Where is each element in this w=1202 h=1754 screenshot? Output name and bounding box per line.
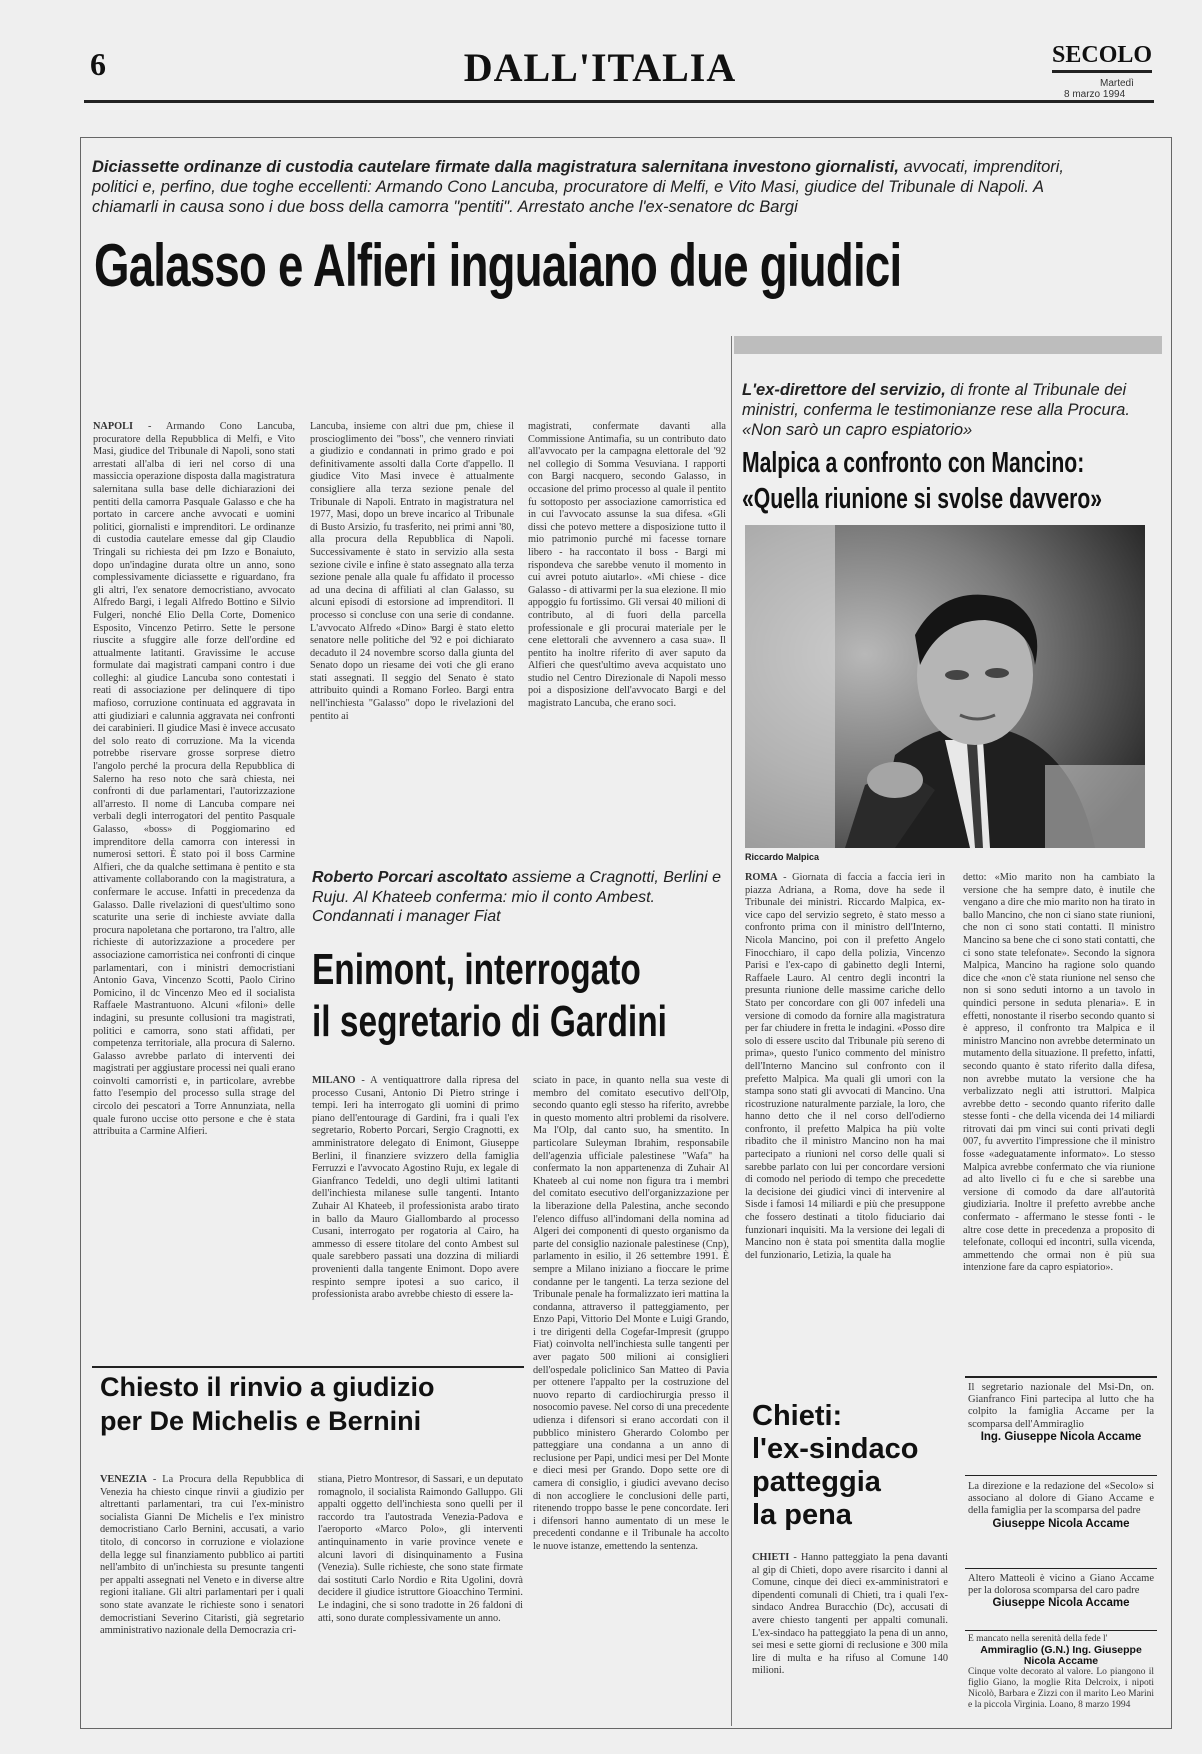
malpica-dateline: ROMA [745, 872, 778, 883]
main-col-3 [528, 421, 726, 827]
notice-4-tail: Cinque volte decorato al valore. Lo piangono il figlio Giano, la moglie Rita Delcroix, i nipoti Nicolò, Barbara e Zizzi con il marito Leo Marini e la piccola Virginia. Loano, 8 marzo 1994 [968, 1667, 1154, 1710]
demichelis-col-2 [318, 1474, 523, 1714]
chieti-headline-1: Chieti: [752, 1400, 843, 1432]
notice-3 [968, 1573, 1154, 1610]
demichelis-col-1 [100, 1474, 304, 1714]
logo-underline [1052, 70, 1152, 73]
page-number: 6 [90, 46, 106, 82]
main-col-1 [93, 421, 295, 1357]
enimont-col-1-text: - A ventiquattrore dalla ripresa del processo Cusani, Antonio Di Pietro stringe i tempi. Ieri ha interrogato gli uomini di primo piano dell'entourage di Gardini, fra i quali l'ex segretario, Roberto Porcari, Sergio Cragnotti, ex amministratore delegato di Enimont, Giuseppe Berlini, il finanziere svizzero della famiglia Ferruzzi e l'avvocato Agostino Ruju, ex legale di Gianfranco Tedeldi, uno degli ultimi latitanti dell'inchiesta milanese sulle tangenti. Intanto Zuhair Al Khateeb, il professionista arabo tirato in ballo da Mauro Giallombardo al processo Cusani, interrogato per rogatoria al Cairo, ha ammesso di essere titolare del conto Ambest sul quale sarebbero passati una dozzina di miliardi provenienti dalla tangente Enimont. Dopo avere respinto sempre ipotesi a suo carico, il professionista arabo avrebbe chiesto di essere la- [312, 1075, 519, 1301]
chieti-headline [752, 1400, 918, 1532]
main-col-3-text: magistrati, confermate davanti alla Commissione Antimafia, su un contributo dato all'avvocato per la campagna elettorale del '92 nel collegio di Somma Vesuviana. I rapporti con Bargi nacquero, secondo Galasso, in occasione del primo processo al quale il pentito fu sottoposto per associazione camorristica ed in cui l'avvocato assunse la sua difesa. «Gli dissi che potevo mettere a disposizione tutto il mio patrimonio purché mi facesse tornare libero - ha raccontato il boss - Bargi mi rispondeva che sarebbe venuto il momento in cui avrei potuto aiutarlo». «Mi chiese - dice Galasso - di attivarmi per la sua elezione. Il mio appoggio fu fortissimo. Gli versai 40 milioni di contributo, al di fuori della parcella professionale e gli procurai materiale per le cene elettorali che avvennero a casa sua». Il pentito ha inoltre riferito di aver saputo da Alfieri che quest'ultimo aveva acquistato uno studio nel Centro Direzionale di Napoli messo poi a disposizione dell'avvocato Bargi e del magistrato Lancuba, che erano soci. [528, 421, 726, 710]
malpica-col-2 [963, 872, 1155, 1372]
main-col-2-text: Lancuba, insieme con altri due pm, chiese il proscioglimento dei "boss", che vennero rinviati a giudizio e condannati in primo grado e poi definitivamente assolti dalla Corte d'appello. Il giudice Vito Masi invece è attualmente consigliere alla terza sezione penale del Tribunale di Napoli. Entrato in magistratura nel 1977, Masi, dopo un breve incarico al Tribunale di Busto Arsizio, fu trasferito, nei primi anni '80, alla procura della Repubblica di Napoli. Successivamente è stato in servizio alla sesta sezione civile e infine è stato assegnato alla terza sezione penale alla quale fu affidato il processo ad una decina di affiliati al clan Galasso, su alcuni episodi di estorsione ad imprenditori. Il processo si concluse con una serie di condanne. L'avvocato Alfredo «Dino» Bargi è stato eletto senatore nelle politiche del '92 e poi dichiarato decaduto il 24 novembre scorso dalla giunta del Senato dopo un riesame dei voti che gli erano stati assegnati. Il seggio del Senato è stato attribuito quindi a Romano Forleo. Bargi entra nell'inchiesta "Galasso" dopo le rivelazioni del pentito ai [310, 421, 514, 722]
chieti-dateline: CHIETI [752, 1552, 790, 1563]
section-title: DALL'ITALIA [463, 45, 737, 90]
malpica-col-1 [745, 872, 945, 1442]
portrait-image [745, 525, 1145, 848]
main-dateline: NAPOLI [93, 421, 134, 432]
notice-1 [968, 1382, 1154, 1443]
notice-divider-3 [965, 1630, 1157, 1631]
notice-3-body: Altero Matteoli è vicino a Giano Accame per la dolorosa scomparsa del caro padre [968, 1573, 1154, 1597]
enimont-col-2-text: sciato in pace, in quanto nella sua veste di membro del comitato esecutivo dell'Olp, secondo quanto egli stesso ha riferito, avrebbe in questo momento altri problemi da risolvere. Ma l'Olp, dal canto suo, ha smentito. In particolare Suleyman Ibrahim, responsabile dell'agenzia ufficiale palestinese "Wafa" ha confermato la non appartenenza di Zuhair Al Khateeb al cui nome non figura tra i membri del comitato esecutivo dell'organizzazione per la liberazione della Palestina, anche secondo l'elenco diffuso all'indomani della nomina ad Algeri dei componenti di questo organismo da parte del consiglio nazionale palestinese (Cnp), parlamento in esilio, il 26 settembre 1991. È sempre a Milano iniziano a fioccare le prime condanne per le tangenti. La terza sezione del Tribunale penale ha formalizzato ieri mattina la condanna, attraverso il patteggiamento, per Enzo Papi, Vittorio Del Monte e Luigi Grando, i tre dirigenti della Cogefar-Impresit (gruppo Fiat) coinvolta nell'inchiesta sulle tangenti per aver pagato 500 milioni ai consiglieri dell'ospedale policlinico San Matteo di Pavia per ottenere l'appalto per la costruzione del nuovo reparto di cardiochirurgia presso il nosocomio pavese. Nel corso di una precedente udienza i difensori si erano accordati con il pubblico ministero Gherardo Colombo per patteggiare una condanna a un anno di reclusione per Papi, undici mesi per Del Monte e dieci mesi per Grando. Dopo sette ore di camera di consiglio, i giudici avevano deciso di non accogliere le conclusioni delle parti, ritenendo troppo basse le pene concordate. Ieri i difensori hanno aumentato di un mese le precedenti condanne e il Tribunale ha accolto le nuove istanze, emettendo la sentenza. [533, 1075, 729, 1552]
notice-4 [968, 1634, 1154, 1724]
malpica-col-2-text: detto: «Mio marito non ha cambiato la versione che ha sempre dato, è inutile che vengano a dire che mio marito non ha tirato in ballo Mancino, che non ci siano state riunioni, che non ci sono stati contatti. Il ministro Mancino sa bene che ci sono stati contatti, che ci sono state telefonate». Secondo la signora Malpica, Mancino ha ragione solo quando dice che «non c'è stata riunione nel senso che non si sono seduti intorno a un tavolo in quindici persone in seduta plenaria». E in effetti, nonostante il riserbo secondo quanto si è appreso, il confronto tra Malpica e il ministro Mancino non avrebbe determinato un mutamento della situazione. Il prefetto, infatti, secondo quanto è stato riferito dalla difesa, non avrebbe mutato la versione che ha verbalizzato negli atti istruttori. Malpica avrebbe detto - secondo quanto riferito dalle stesse fonti - che della vicenda dei 14 miliardi ritrovati dai pm vinci sui conti privati degli 007, fu avvertito l'impressione che il ministro fosse «adeguatamente informato». Lo stesso Malpica avrebbe confermato che via riunione ad alto livello ci fu e che si sarebbe una versione di comodo da dare all'autorità giudiziaria. Inoltre il prefetto avrebbe anche confermato - affermano le stesse fonti - le altre cose dette in precedenza a proposito di telefonate, colloqui ed incontri, sulla vicenda, ammettendo che ormai non è più sua intenzione fare da capro espiatorio». [963, 872, 1155, 1274]
notice-1-body: Il segretario nazionale del Msi-Dn, on. Gianfranco Fini partecipa al lutto che ha colpito la famiglia Accame per la scomparsa dell'Ammiraglio [968, 1382, 1154, 1430]
notice-divider-2 [965, 1568, 1157, 1569]
chieti-body [752, 1552, 948, 1717]
notices-top-rule [965, 1376, 1157, 1378]
main-col-1-text: - Armando Cono Lancuba, procuratore della Repubblica di Melfi, e Vito Masi, giudice del Tribunale di Napoli, sono stati arrestati all'alba di ieri nel corso di una massiccia operazione disposta dalla magistratura salernitana sulla base delle dichiarazioni dei pentiti della camorra Pasquale Galasso e che ha portato in carcere anche avvocati e uomini politici, giornalisti e imprenditori. Le ordinanze di custodia cautelare emesse dal gip Claudio Tringali su richiesta dei pm Izzo e Bonaiuto, dopo un'indagine durata oltre un anno, sono complessivamente diciassette e riguardano, fra gli altri, l'ex senatore democristiano, avvocato Alfredo Bargi, i legali Alfredo Bottino e Silvio Fulgeri, nonché Elio Della Corte, Domenico Esposito, Vincenzo Petirro. Sette le persone riuscite a sfuggire alle forze dell'ordine ed attualmente latitanti. Gravissime le accuse formulate dai magistrati campani contro i due colleghi: al giudice Lancuba sono contestati i reati di associazione per delinquere di tipo mafioso, corruzione continuata ed aggravata in atti giudiziari e calunnia aggravata nei confronti dei carabinieri. Il giudice Masi è invece accusato del solo reato di corruzione. Ma la vicenda potrebbe riservare grosse sorprese dietro l'angolo perché la procura della Repubblica di Salerno ha reso noto che sarà chiesta, nei confronti di due parlamentari, l'autorizzazione all'arresto. Il nome di Lancuba compare nei verbali degli interrogatori del pentito Pasquale Galasso, «boss» di Poggiomarino ed imprenditore della camorra con interessi in numerosi settori. È stato poi il boss Carmine Alfieri, che da qualche settimana è pentito e sta attivamente collaborando con la magistratura, a confermare le accuse. Infatti in precedenza da Galasso. Dalle rivelazioni di quest'ultimo sono scaturite una serie di inchieste avviate dalla procura napoletana che portarono, tra l'altro, alle richieste di autorizzazione a procedere per associazione camorristica nei confronti di cinque parlamentari, con i ministri democristiani Antonio Gava, Vincenzo Scotti, Paolo Cirino Pomicino, il dc Vincenzo Meo ed il socialista Raffaele Mastrantuono. Alcuni «filoni» delle indagini, su presunte collusioni tra magistrati, politici e camorra, sono stati affidati, per competenza territoriale, alla procura di Salerno. Galasso avrebbe parlato di interventi dei magistrati per aggiustare processi nei quali erano coinvolti camorristi e, in particolare, avrebbe fatto l'esempio del processo sulla strage del circolo dei pescatori a Torre Annunziata, nella quale furono uccise otto persone e che è stata attribuita a Carmine Alfieri. [93, 421, 295, 1138]
demichelis-headline-1: Chiesto il rinvio a giudizio [100, 1372, 435, 1402]
notice-2-name: Giuseppe Nicola Accame [992, 1517, 1130, 1530]
notice-1-name: Ing. Giuseppe Nicola Accame [980, 1430, 1142, 1443]
notice-divider-1 [965, 1475, 1157, 1476]
masthead-rule [84, 100, 1154, 103]
chieti-headline-4: la pena [752, 1499, 852, 1531]
enimont-deck [312, 868, 722, 927]
issue-day: Martedì [1100, 78, 1134, 89]
enimont-deck-bold: Roberto Porcari ascoltato [312, 869, 508, 886]
demichelis-col-1-text: - La Procura della Repubblica di Venezia ha chiesto cinque rinvii a giudizio per altrettanti parlamentari, tra cui l'ex-ministro socialista Gianni De Michelis e l'ex ministro democristiano Carlo Bernini, accusati, a vario titolo, di concorso in corruzione e violazione della legge sul finanziamento pubblico ai partiti nell'ambito di un'inchiesta su presunte tangenti per appalti assegnati nel Veneto e in diverse altre regioni italiane. Gli altri parlamentari per i quali sono state avanzate le richieste sono i senatori democristiani Severino Citaristi, già segretario amministrativo nazionale della Democrazia cri- [100, 1474, 304, 1637]
chieti-body-text: - Hanno patteggiato la pena davanti al gip di Chieti, dopo avere risarcito i danni al Comune, cinque dei dieci ex-amministratori e dipendenti comunali di Chieti, tra i quali l'ex-sindaco Andrea Buracchio (Dc), accusati di avere chiesto tangenti per appalti comunali. L'ex-sindaco ha patteggiato la pena di un anno, sei mesi e sette giorni di reclusione e 300 mila lire di multa e ha rifuso al Comune 140 milioni. [752, 1552, 948, 1677]
malpica-photo [745, 525, 1145, 848]
notice-4-name: Ammiraglio (G.N.) Ing. Giuseppe Nicola Accame [980, 1644, 1142, 1667]
demichelis-top-rule [92, 1366, 524, 1368]
demichelis-col-2-text: stiana, Pietro Montresor, di Sassari, e un deputato romagnolo, il socialista Raimondo Galluppo. Gli appalti oggetto dell'inchiesta sono quelli per il raccordo tra l'autostrada Venezia-Padova e l'aeroporto «Marco Polo», gli interventi antinquinamento in varie province venete e alcuni lavori di disinquinamento a Fusina (Venezia). Sulle richieste, che sono state firmate dai sostituti Carlo Nordio e Rita Ugolini, dovrà decidere il giudice istruttore Gioacchino Termini. Le indagini, che si sono tradotte in 26 faldoni di atti, sono durate complessivamente un anno. [318, 1474, 523, 1624]
photo-section-bar [734, 336, 1162, 354]
malpica-col-1-text: - Giornata di faccia a faccia ieri in piazza Adriana, a Roma, dove ha sede il Tribunale dei ministri. Riccardo Malpica, ex-vice capo del servizio segreto, è stato messo a confronto prima con il ministro dell'Interno, Nicola Mancino, poi con il prefetto Angelo Finocchiaro, il capo della polizia, Vincenzo Parisi e l'ex-capo di gabinetto degli Interni, Raffaele Lauro. Al centro degli incontri la presunta riunione delle massime cariche dello Stato per concordare con gli 007 infedeli una versione di comodo da fornire alla magistratura per far chiudere in fretta le indagini. «Posso dire solo di essere uscito dal Tribunale più sereno di prima», questo l'unico commento del ministro dell'Interno Mancino sul confronto con il prefetto Malpica. Ma quali gli umori con la stampa sono stati gli avvocati di Mancino. Una ricostruzione naturalmente parziale, la loro, che hanno detto che il nel corso dell'odierno confronto, il prefetto Malpica ha più volte ribadito che il ministro Mancino non ha mai partecipato a riunioni nel corso delle quali si sarebbe parlato con lui per concordare versioni di comodo nel periodo di tempo che precedette la decisione dei giudici vinci di intervenire al Sisde i famosi 14 miliardi e più che presuppone che fossero destinati a titolo fiduciario dai funzionari inquisiti. Ma la versione dei legali di Mancino non è stata poi smentita dalla moglie del funzionario, Letizia, la quale ha [745, 872, 945, 1261]
enimont-headline-1: Enimont, interrogato [312, 945, 641, 994]
enimont-headline-2: il segretario di Gardini [312, 997, 667, 1046]
malpica-deck [742, 380, 1142, 440]
main-headline: Galasso e Alfieri inguaiano due giudici [94, 232, 902, 299]
notice-4-body: È mancato nella serenità della fede l' [968, 1634, 1108, 1644]
column-divider-vert [731, 336, 732, 1726]
malpica-deck-rest: di fronte al Tribunale dei ministri, conferma le testimonianze rese alla Procura. «Non sarò un capro espiatorio» [742, 381, 1130, 439]
main-kicker-rest: avvocati, imprenditori, politici e, perfino, due toghe eccellenti: Armando Cono Lancuba, procuratore di Melfi, e Vito Masi, giudice del Tribunale di Napoli. A chiamarli in causa sono i due boss della camorra "pentiti". Arrestato anche l'ex-senatore dc Bargi [92, 158, 1064, 216]
paper-logo: SECOLO [1052, 42, 1153, 68]
notice-2 [968, 1481, 1154, 1530]
demichelis-headline-2: per De Michelis e Bernini [100, 1406, 422, 1436]
enimont-dateline: MILANO [312, 1075, 356, 1086]
notice-2-body: La direzione e la redazione del «Secolo» si associano al dolore di Giano Accame e della famiglia per la scomparsa del padre [968, 1481, 1154, 1517]
main-col-2 [310, 421, 514, 827]
enimont-col-2 [533, 1075, 729, 1717]
demichelis-dateline: VENEZIA [100, 1474, 147, 1485]
malpica-headline-2: «Quella riunione si svolse davvero» [742, 483, 1103, 515]
main-kicker [92, 157, 1092, 217]
malpica-deck-bold: L'ex-direttore del servizio, [742, 381, 946, 399]
issue-date: 8 marzo 1994 [1064, 89, 1126, 100]
photo-caption: Riccardo Malpica [745, 852, 820, 862]
main-kicker-bold: Diciassette ordinanze di custodia cautelare firmate dalla magistratura salernitana investono giornalisti, [92, 158, 899, 176]
enimont-col-1 [312, 1075, 519, 1357]
malpica-headline-1: Malpica a confronto con Mancino: [742, 447, 1085, 479]
chieti-headline-2: l'ex-sindaco [752, 1433, 919, 1465]
notice-3-name: Giuseppe Nicola Accame [992, 1597, 1130, 1610]
enimont-deck-rest: assieme a Cragnotti, Berlini e Ruju. Al Khateeb conferma: mio il conto Ambest. Condannati i manager Fiat [312, 869, 722, 925]
chieti-headline-3: patteggia [752, 1466, 881, 1498]
